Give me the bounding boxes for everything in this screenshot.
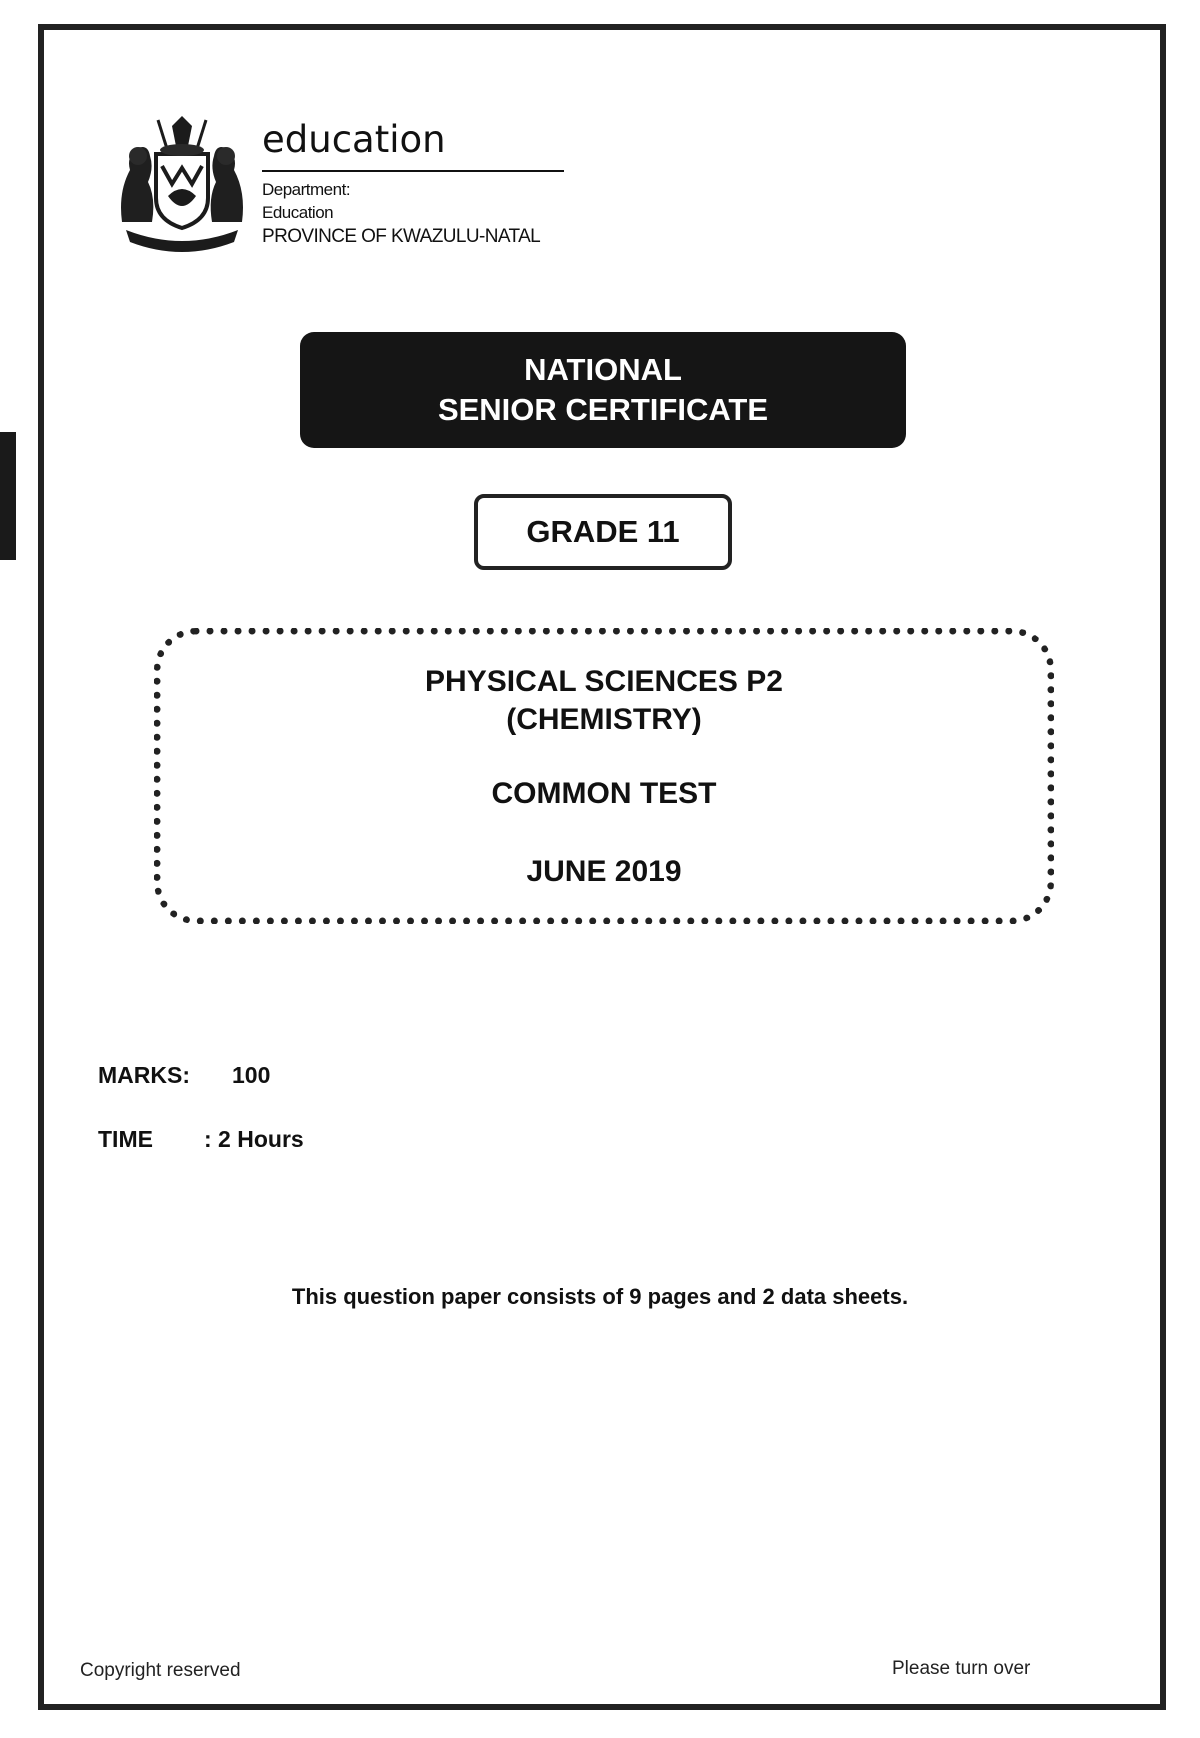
logo-underline: [262, 170, 564, 172]
test-type: COMMON TEST: [491, 777, 717, 810]
certificate-line-2: SENIOR CERTIFICATE: [437, 392, 769, 427]
department-label: [262, 178, 350, 224]
exam-date: JUNE 2019: [526, 855, 682, 888]
department-line-2: Education: [262, 203, 334, 222]
department-line-1: Department:: [262, 180, 351, 199]
subject-title-line-1: PHYSICAL SCIENCES P2: [425, 665, 783, 698]
subject-title: [161, 663, 1047, 739]
turn-over-footer: Please turn over: [892, 1658, 1031, 1679]
time-label: TIME: [98, 1126, 153, 1152]
province-label: PROVINCE OF KWAZULU-NATAL: [262, 226, 541, 247]
marks-label: MARKS:: [98, 1062, 190, 1088]
subject-title-line-2: (CHEMISTRY): [506, 703, 702, 736]
copyright-footer: Copyright reserved: [80, 1660, 241, 1681]
education-logo-text: education: [262, 118, 446, 161]
time-value: : 2 Hours: [204, 1126, 304, 1152]
marks-value: 100: [232, 1062, 271, 1088]
subject-panel: [154, 628, 1054, 924]
grade-badge: GRADE 11: [474, 494, 732, 570]
paper-composition-note: This question paper consists of 9 pages and 2 data sheets.: [291, 1284, 909, 1309]
certificate-line-1: NATIONAL: [524, 352, 682, 387]
coat-of-arms-icon: [112, 112, 252, 252]
scan-edge-mark: [0, 432, 16, 560]
certificate-banner: [300, 332, 906, 448]
